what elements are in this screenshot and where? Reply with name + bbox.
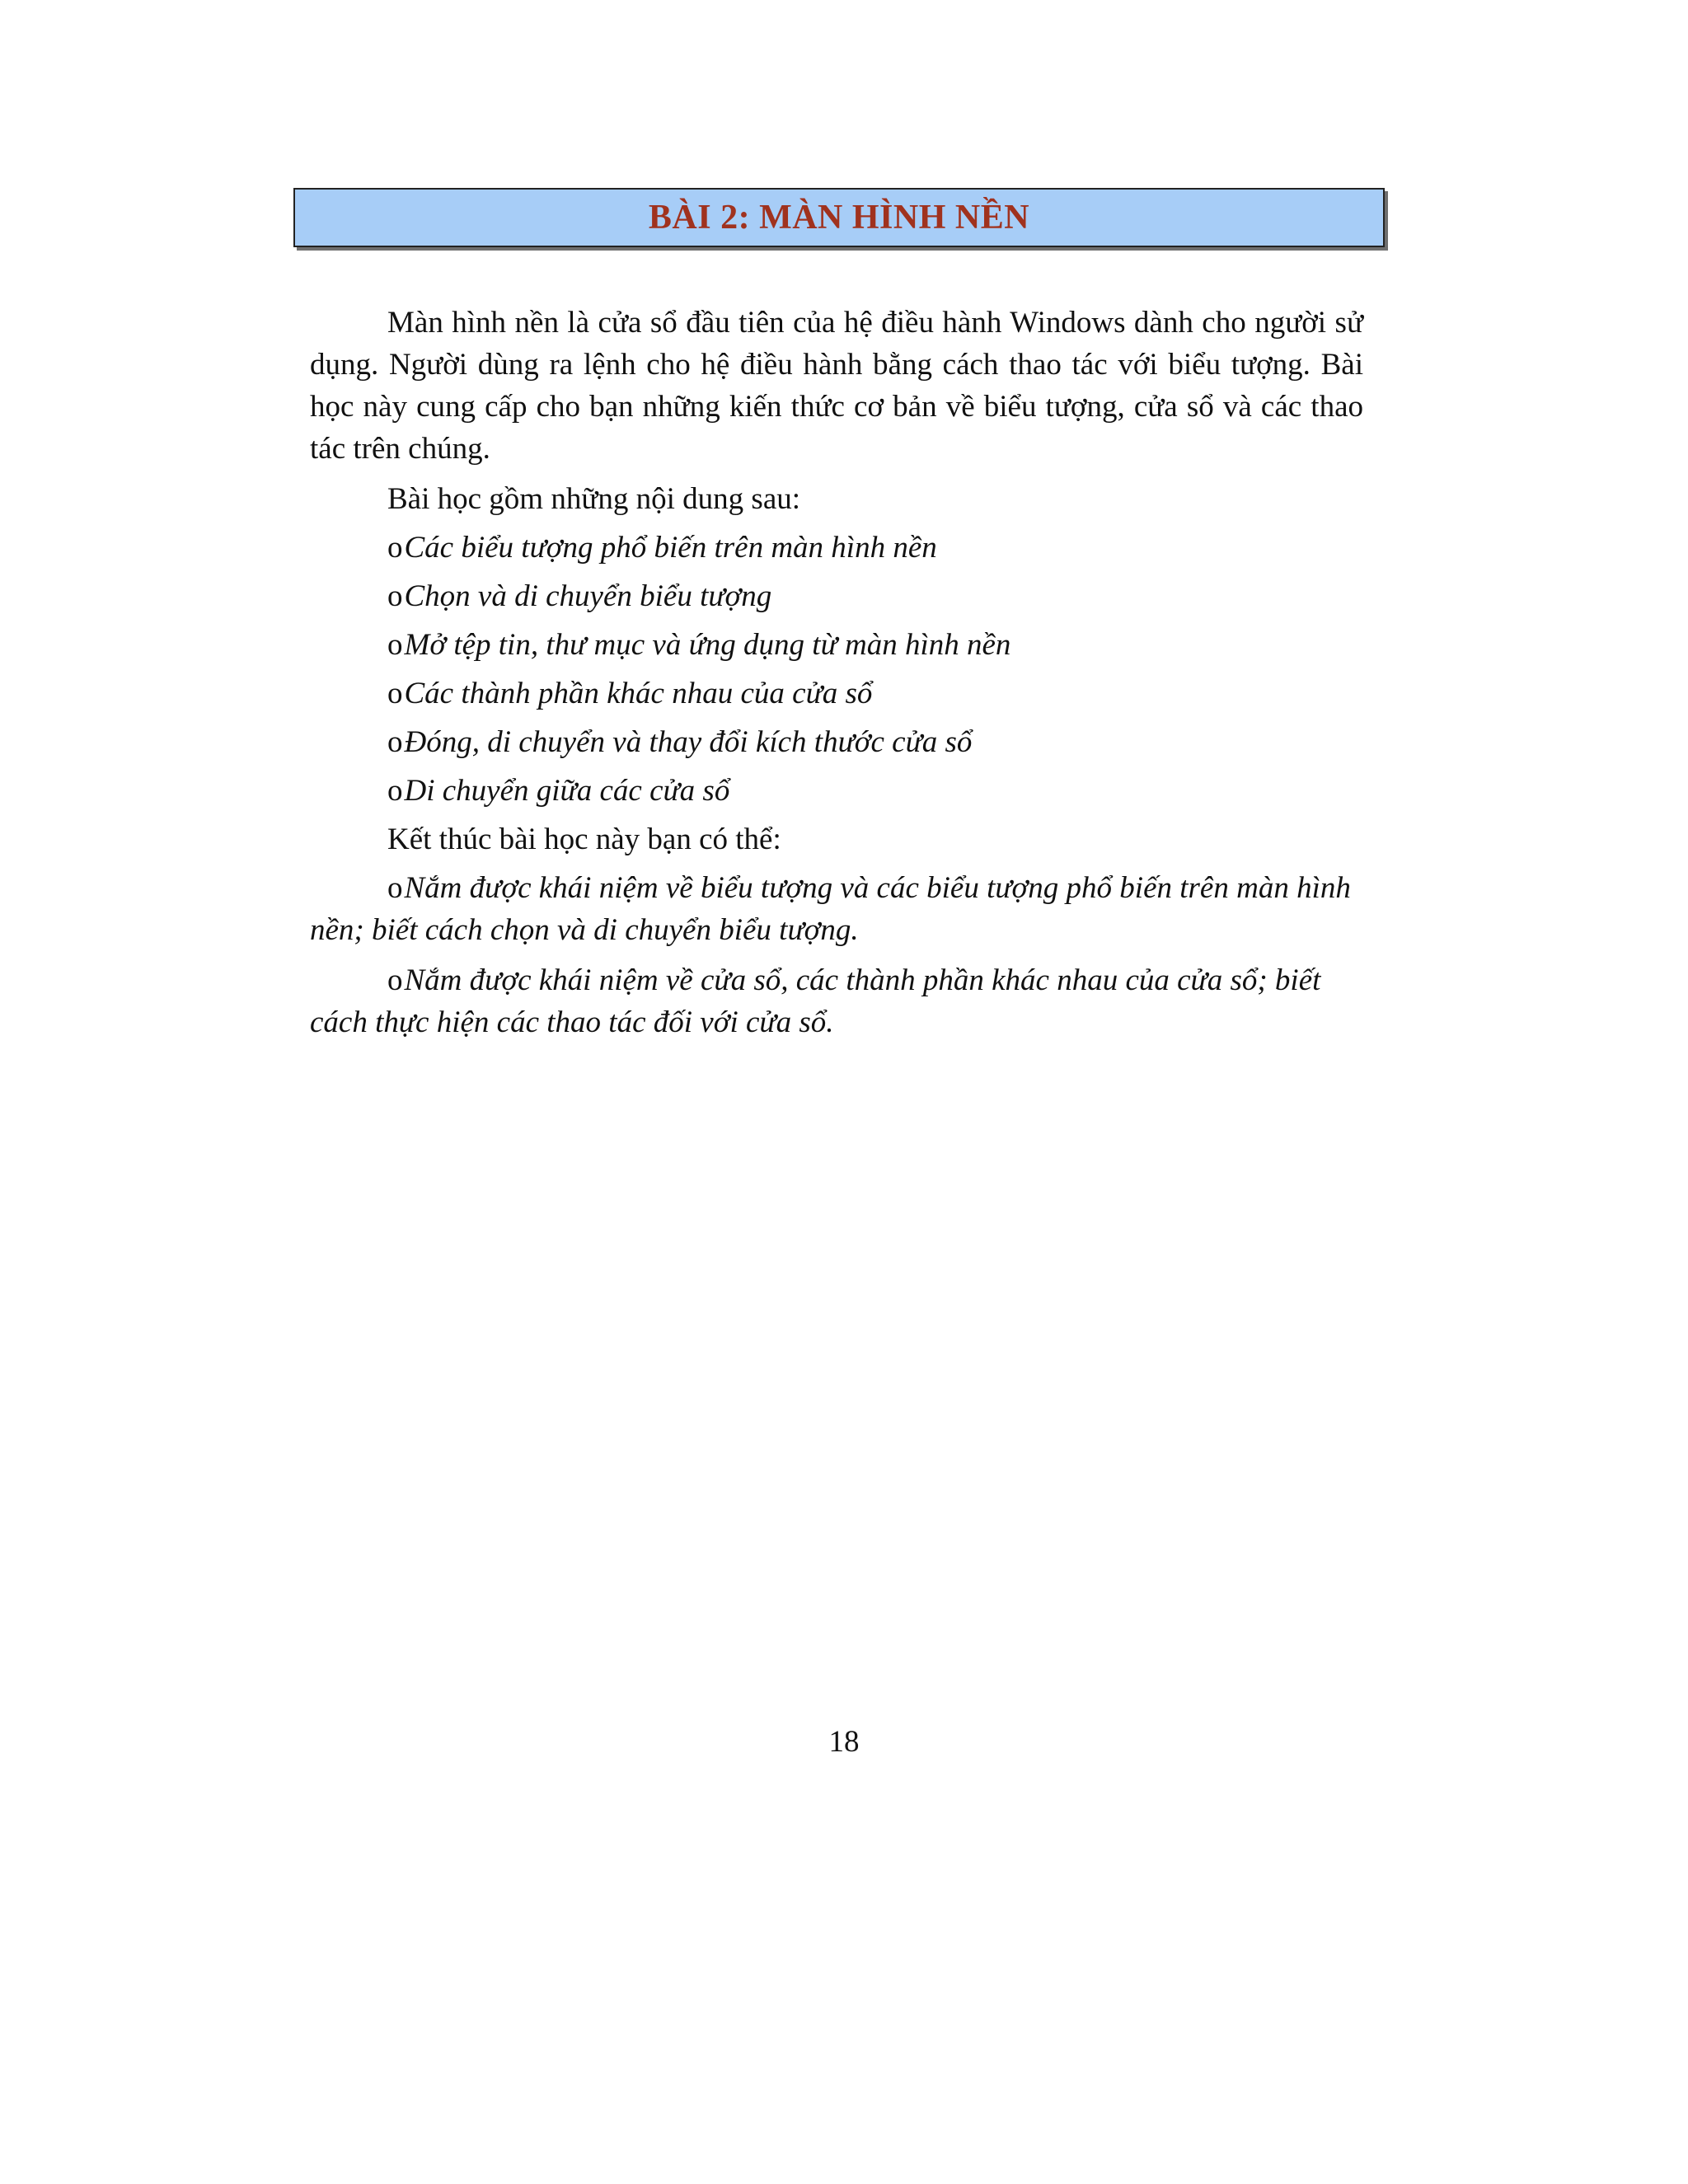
contents-heading: Bài học gồm những nội dung sau: (387, 482, 801, 516)
page-number: 18 (828, 1725, 860, 1759)
bullet-mark: o (387, 628, 403, 662)
intro-paragraph: Màn hình nền là cửa sổ đầu tiên của hệ điều hành Windows dành cho người sử dụng. Người dùng ra lệnh cho hệ điều hành bằng cách thao tác với biểu tượng. Bài học này cung cấp cho bạn những kiến thức cơ bản về biểu tượng, cửa sổ và các thao tác trên chúng. (310, 306, 1363, 466)
outcome-item (310, 959, 1363, 1043)
lesson-title: BÀI 2: MÀN HÌNH NỀN (648, 199, 1030, 237)
lesson-title-box (293, 188, 1385, 247)
bullet-mark: o (387, 963, 403, 997)
contents-item (310, 721, 1363, 763)
contents-item-text: Các thành phần khác nhau của cửa sổ (404, 677, 873, 710)
bullet-mark: o (387, 725, 403, 759)
bullet-mark: o (387, 871, 403, 905)
bullet-mark: o (387, 579, 403, 613)
contents-item (310, 624, 1363, 666)
contents-item-text: Các biểu tượng phổ biến trên màn hình nền (404, 531, 937, 565)
contents-item (310, 673, 1363, 715)
outcome-item-text: Nắm được khái niệm về cửa sổ, các thành phần khác nhau của cửa sổ; biết cách thực hiện các thao tác đối với cửa sổ. (310, 963, 1321, 1039)
lesson-content (310, 302, 1363, 1043)
bullet-mark: o (387, 677, 403, 710)
outcome-item-text: Nắm được khái niệm về biểu tượng và các biểu tượng phổ biến trên màn hình nền; biết cách chọn và di chuyển biểu tượng. (310, 871, 1351, 947)
contents-item (310, 770, 1363, 812)
outcomes-heading: Kết thúc bài học này bạn có thể: (387, 823, 781, 856)
contents-item-text: Mở tệp tin, thư mục và ứng dụng từ màn hình nền (404, 628, 1011, 662)
contents-item-text: Đóng, di chuyển và thay đổi kích thước cửa sổ (404, 725, 973, 759)
bullet-mark: o (387, 531, 403, 565)
contents-item-text: Chọn và di chuyển biểu tượng (404, 579, 772, 613)
contents-item (310, 575, 1363, 617)
contents-item (310, 527, 1363, 569)
contents-item-text: Di chuyển giữa các cửa sổ (404, 774, 730, 808)
bullet-mark: o (387, 774, 403, 808)
outcome-item (310, 867, 1363, 951)
